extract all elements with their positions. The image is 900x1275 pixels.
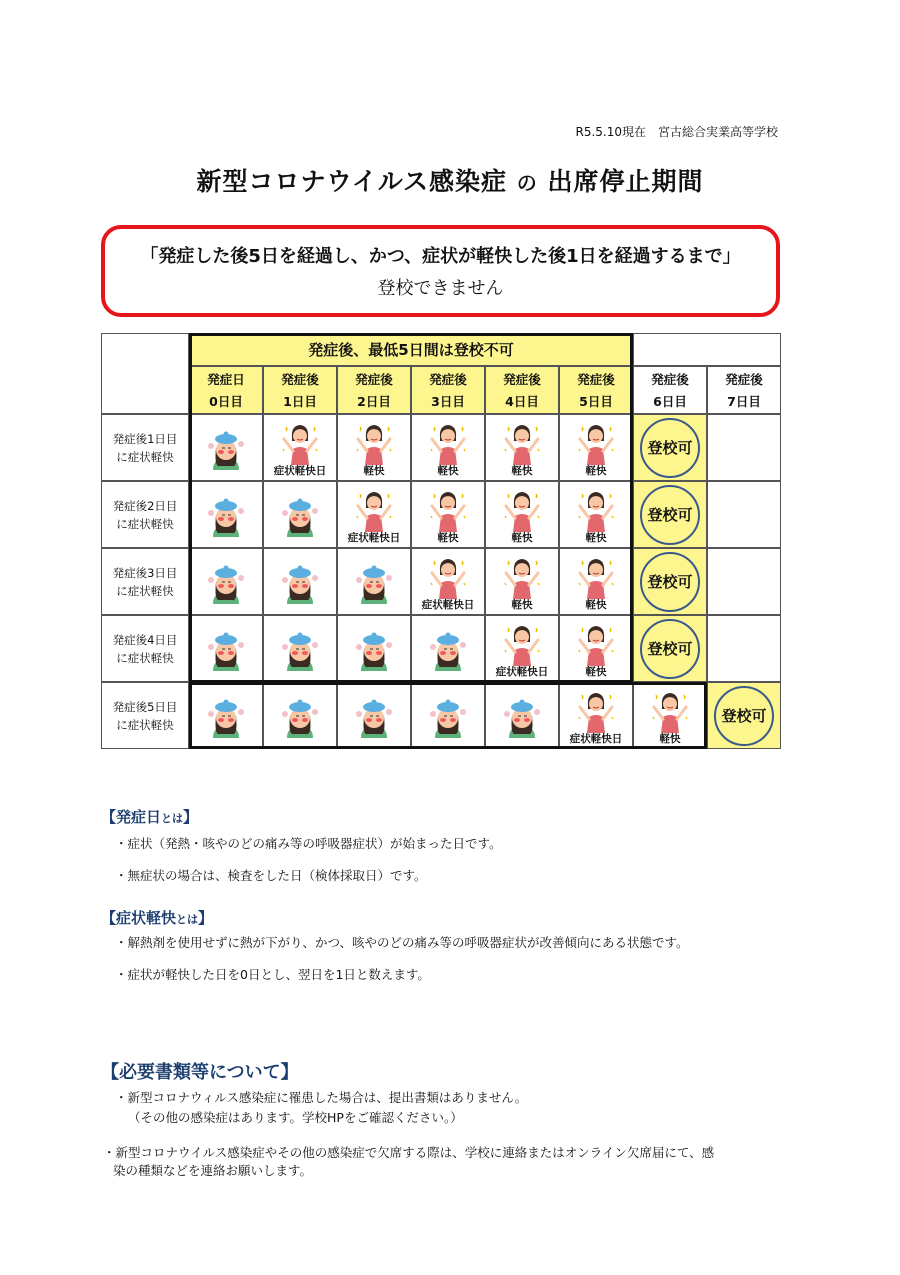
day-header-5 <box>559 366 633 414</box>
row-label-line1: 発症後5日目 <box>112 699 178 714</box>
docs-text-3: ・新型コロナウイルス感染症やその他の感染症で欠席する際は、学校に連絡またはオンライン欠席届にて、感 <box>103 1145 715 1160</box>
day-header-1 <box>263 366 337 414</box>
status-label: 軽快 <box>585 465 607 477</box>
cell-r1-d7 <box>707 414 781 481</box>
day-header-bottom: 5日目 <box>579 394 613 409</box>
sick-person-icon <box>355 625 393 671</box>
status-label: 症状軽快日 <box>273 465 327 477</box>
status-label: 軽快 <box>511 465 533 477</box>
row-label-line1: 発症後4日目 <box>112 632 178 647</box>
day-header-bottom: 6日目 <box>653 394 687 409</box>
relief-heading-suffix: とは <box>176 913 199 926</box>
cell-r5-d7 <box>707 682 781 749</box>
status-label: 軽快 <box>585 599 607 611</box>
recovered-person-icon <box>503 553 541 599</box>
day-header-top: 発症後 <box>503 372 541 387</box>
recovered-person-icon <box>503 486 541 532</box>
cell-r2-d2 <box>337 481 411 548</box>
title-main: 新型コロナウイルス感染症 <box>196 167 508 196</box>
cell-r5-d2 <box>337 682 411 749</box>
day-header-bottom: 2日目 <box>357 394 391 409</box>
status-label: 軽快 <box>511 599 533 611</box>
cell-r5-d0 <box>189 682 263 749</box>
cell-r1-d5 <box>559 414 633 481</box>
recovered-person-icon <box>577 553 615 599</box>
sick-person-icon <box>207 625 245 671</box>
day-header-bottom: 0日目 <box>209 394 243 409</box>
rule-line-1: 「発症した後5日を経過し、かつ、症状が軽快した後1日を経過するまで」 <box>140 246 741 267</box>
onset-text-1: ・症状（発熱・咳やのどの痛み等の呼吸器症状）が始まった日です。 <box>115 836 502 851</box>
cell-r1-d3 <box>411 414 485 481</box>
recovered-person-icon <box>503 419 541 465</box>
ok-badge: 登校可 <box>640 619 700 679</box>
day-header-bottom: 1日目 <box>283 394 317 409</box>
ok-badge: 登校可 <box>640 418 700 478</box>
date-school-line: R5.5.10現在 宮古総合実業高等学校 <box>575 125 778 139</box>
relief-heading <box>101 907 213 928</box>
recovered-person-icon <box>355 486 393 532</box>
cell-r3-d6 <box>633 548 707 615</box>
onset-heading-suffix: とは <box>161 812 184 825</box>
cell-r4-d6 <box>633 615 707 682</box>
recovered-person-icon <box>429 419 467 465</box>
day-header-bottom: 4日目 <box>505 394 539 409</box>
status-label: 症状軽快日 <box>569 733 623 745</box>
recovered-person-icon <box>355 419 393 465</box>
sick-person-icon <box>281 625 319 671</box>
sick-person-icon <box>207 424 245 470</box>
day-header-7 <box>707 366 781 414</box>
ok-badge: 登校可 <box>640 552 700 612</box>
sick-person-icon <box>207 558 245 604</box>
recovered-person-icon <box>577 486 615 532</box>
cell-r2-d1 <box>263 481 337 548</box>
cell-r4-d3 <box>411 615 485 682</box>
status-label: 軽快 <box>659 733 681 745</box>
status-label: 軽快 <box>585 532 607 544</box>
status-label: 軽快 <box>363 465 385 477</box>
day-header-top: 発症後 <box>651 372 689 387</box>
day-header-bottom: 3日目 <box>431 394 465 409</box>
status-label: 症状軽快日 <box>495 666 549 678</box>
cell-r4-d7 <box>707 615 781 682</box>
docs-heading: 【必要書類等について】 <box>101 1062 299 1083</box>
status-label: 軽快 <box>437 465 459 477</box>
cell-r4-d2 <box>337 615 411 682</box>
day-header-6 <box>633 366 707 414</box>
cell-r2-d5 <box>559 481 633 548</box>
day-header-top: 発症後 <box>281 372 319 387</box>
cell-r2-d0 <box>189 481 263 548</box>
day-header-3 <box>411 366 485 414</box>
docs-text-2: （その他の感染症はあります。学校HPをご確認ください。） <box>128 1110 463 1125</box>
cell-r4-d0 <box>189 615 263 682</box>
sick-person-icon <box>355 558 393 604</box>
ok-badge: 登校可 <box>640 485 700 545</box>
row-label-line2: に症状軽快 <box>116 650 174 665</box>
day-header-bottom: 7日目 <box>727 394 761 409</box>
relief-text-1: ・解熱剤を使用せずに熱が下がり、かつ、咳やのどの痛み等の呼吸器症状が改善傾向にある状態です。 <box>115 935 689 950</box>
sick-person-icon <box>281 558 319 604</box>
cell-r2-d7 <box>707 481 781 548</box>
recovered-person-icon <box>577 620 615 666</box>
cell-r3-d1 <box>263 548 337 615</box>
title-particle: の <box>516 171 538 195</box>
recovered-person-icon <box>651 687 689 733</box>
day-header-top: 発症後 <box>429 372 467 387</box>
cell-r3-d3 <box>411 548 485 615</box>
cell-r5-d3 <box>411 682 485 749</box>
row-label-line1: 発症後1日目 <box>112 431 178 446</box>
row-label-5 <box>101 682 189 749</box>
day-header-0 <box>189 366 263 414</box>
cell-r4-d5 <box>559 615 633 682</box>
onset-heading <box>101 806 198 827</box>
status-label: 症状軽快日 <box>421 599 475 611</box>
day-header-top: 発症日 <box>207 372 245 387</box>
day-header-2 <box>337 366 411 414</box>
cell-r1-d0 <box>189 414 263 481</box>
recovered-person-icon <box>429 553 467 599</box>
ok-badge: 登校可 <box>714 686 774 746</box>
page-title <box>0 162 900 198</box>
day-header-top: 発症後 <box>577 372 615 387</box>
recovered-person-icon <box>281 419 319 465</box>
cell-r2-d4 <box>485 481 559 548</box>
band-header: 発症後、最低5日間は登校不可 <box>189 333 633 366</box>
row-label-3 <box>101 548 189 615</box>
sick-person-icon <box>281 491 319 537</box>
cell-r1-d2 <box>337 414 411 481</box>
cell-r3-d2 <box>337 548 411 615</box>
recovered-person-icon <box>577 419 615 465</box>
sick-person-icon <box>281 692 319 738</box>
docs-text-1: ・新型コロナウィルス感染症に罹患した場合は、提出書類はありません。 <box>115 1090 528 1105</box>
title-sub: 出席停止期間 <box>547 167 704 196</box>
onset-text-2: ・無症状の場合は、検査をした日（検体採取日）です。 <box>115 868 427 883</box>
row-label-line1: 発症後2日目 <box>112 498 178 513</box>
row-label-line1: 発症後3日目 <box>112 565 178 580</box>
cell-r3-d5 <box>559 548 633 615</box>
cell-r1-d4 <box>485 414 559 481</box>
row-label-line2: に症状軽快 <box>116 516 174 531</box>
row-label-4 <box>101 615 189 682</box>
attendance-table <box>101 333 781 753</box>
recovered-person-icon <box>503 620 541 666</box>
sick-person-icon <box>207 692 245 738</box>
status-label: 軽快 <box>511 532 533 544</box>
band-empty <box>633 333 781 366</box>
status-label: 軽快 <box>585 666 607 678</box>
cell-r1-d1 <box>263 414 337 481</box>
cell-r5-d4 <box>485 682 559 749</box>
cell-r1-d6 <box>633 414 707 481</box>
cell-r5-d1 <box>263 682 337 749</box>
sick-person-icon <box>503 692 541 738</box>
recovered-person-icon <box>577 687 615 733</box>
row-label-line2: に症状軽快 <box>116 449 174 464</box>
sick-person-icon <box>355 692 393 738</box>
day-header-top: 発症後 <box>355 372 393 387</box>
cell-r4-d1 <box>263 615 337 682</box>
day-header-4 <box>485 366 559 414</box>
docs-text-4: 染の種類などを連絡お願いします。 <box>113 1163 313 1178</box>
relief-heading-close: 】 <box>198 909 214 927</box>
cell-r3-d0 <box>189 548 263 615</box>
cell-r5-d5 <box>559 682 633 749</box>
status-label: 軽快 <box>437 532 459 544</box>
row-label-2 <box>101 481 189 548</box>
cell-r2-d6 <box>633 481 707 548</box>
sick-person-icon <box>429 692 467 738</box>
row-label-line2: に症状軽快 <box>116 717 174 732</box>
onset-heading-text: 【発症日 <box>101 808 162 826</box>
relief-text-2: ・症状が軽快した日を0日とし、翌日を1日と数えます。 <box>115 967 430 982</box>
onset-heading-close: 】 <box>183 808 199 826</box>
cell-r4-d4 <box>485 615 559 682</box>
recovered-person-icon <box>429 486 467 532</box>
sick-person-icon <box>429 625 467 671</box>
cell-r3-d4 <box>485 548 559 615</box>
rule-box <box>101 225 780 317</box>
cell-r2-d3 <box>411 481 485 548</box>
cell-r5-d6 <box>633 682 707 749</box>
status-label: 症状軽快日 <box>347 532 401 544</box>
cell-r3-d7 <box>707 548 781 615</box>
rule-line-2: 登校できません <box>377 278 504 299</box>
relief-heading-text: 【症状軽快 <box>101 909 177 927</box>
header-corner <box>101 333 189 414</box>
sick-person-icon <box>207 491 245 537</box>
row-label-1 <box>101 414 189 481</box>
row-label-line2: に症状軽快 <box>116 583 174 598</box>
day-header-top: 発症後 <box>725 372 763 387</box>
